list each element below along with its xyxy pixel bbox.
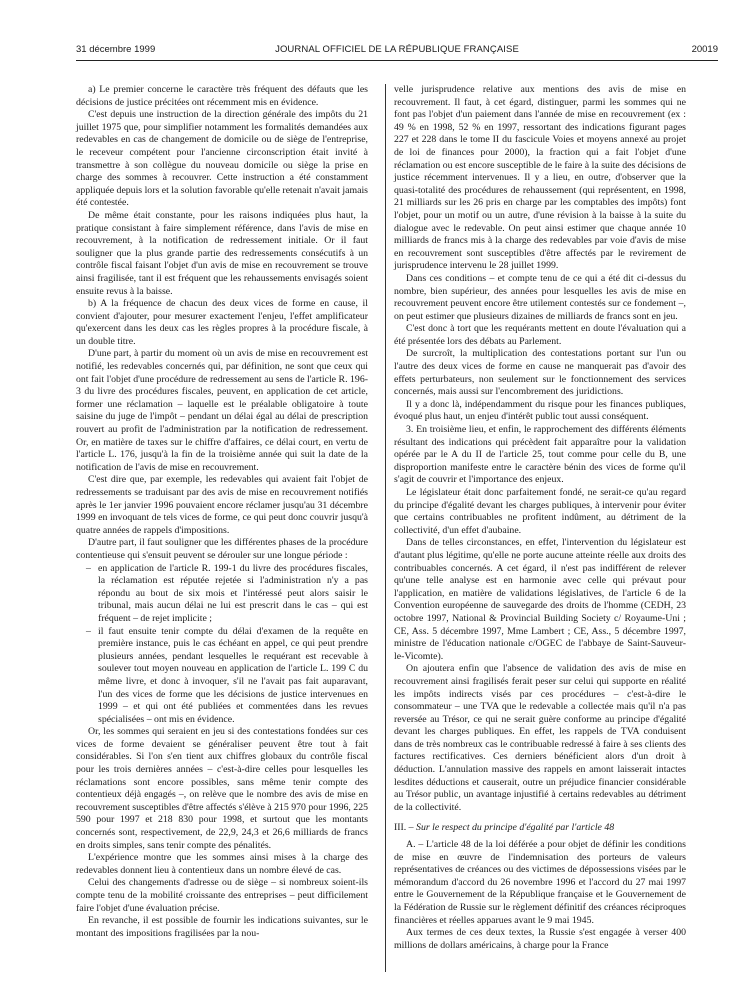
header-date: 31 décembre 1999: [76, 44, 156, 55]
paragraph: L'expérience montre que les sommes ainsi mises à la charge des redevables donnent lieu à contentieux dans un nombre élevé de cas.: [76, 852, 368, 876]
paragraph: En revanche, il est possible de fournir les indications suivantes, sur le montant des impositions fragilisées par la nou-: [76, 915, 368, 939]
left-column: [76, 84, 368, 940]
page-number: 20019: [691, 44, 718, 55]
paragraph: C'est donc à tort que les requérants mettent en doute l'évaluation qui a été présentée lors des débats au Parlement.: [394, 323, 686, 347]
paragraph: A. – L'article 48 de la loi déférée a pour objet de définir les conditions de mise en œuvre de l'indemnisation des porteurs de valeurs représentatives de créances ou des victimes de dépossessions visées par le mémorandum d'accord du 26 novembre 1996 et l'accord du 27 mai 1997 entre le Gouvernement de la République française et le Gouvernement de la Fédération de Russie sur le règlement définitif des créances réciproques financières et réelles apparues avant le 9 mai 1945.: [394, 839, 686, 926]
paragraph: De même était constante, pour les raisons indiquées plus haut, la pratique consistant à faire simplement référence, dans l'avis de mise en recouvrement, à la notification de redressement initiale. Or il faut souligner que la plus grande partie des redressements consécutifs à un contrôle fiscal faisant l'objet d'un avis de mise en recouvrement se trouve ainsi fragilisée, tant il est fréquent que les rehaussements envisagés soient ensuite revus à la baisse.: [76, 209, 368, 297]
paragraph: Celui des changements d'adresse ou de siège – si nombreux soient-ils compte tenu de la mobilité croissante des entreprises – peut difficilement faire l'objet d'une évaluation précise.: [76, 877, 368, 914]
list-item: – en application de l'article R. 199-1 du livre des procédures fiscales, la réclamation est réputée rejetée si l'administration n'y a pas répondu au bout de six mois et l'intéressé peut alors saisir le tribunal, mais aucun délai ne lui est prescrit dans le cas – qui est fréquent – de rejet implicite ;: [76, 563, 368, 626]
paragraph: b) A la fréquence de chacun des deux vices de forme en cause, il convient d'ajouter, pour mesurer exactement l'enjeu, l'effet amplificateur qu'exercent dans les deux cas les règles propres à la procédure fiscale, à un double titre.: [76, 298, 368, 347]
section-heading: [394, 822, 686, 835]
paragraph: Aux termes de ces deux textes, la Russie s'est engagée à verser 400 millions de dollars américains, à charge pour la France: [394, 927, 686, 951]
paragraph: On ajoutera enfin que l'absence de validation des avis de mise en recouvrement ainsi fragilisés ferait peser sur celui qui supporte en réalité les impôts indirects visés par ces procédures – c'est-à-dire le consommateur – une TVA que le redevable a collectée mais qu'il n'a pas reversée au Trésor, ce qui ne serait guère conforme au principe d'égalité devant les charges publiques. En effet, les rappels de TVA conduisent dans de très nombreux cas le contribuable redressé à faire à ses clients des factures rectificatives. Ces derniers bénéficient alors d'un droit à déduction. L'annulation massive des rappels en amont laisserait intactes lesdites déductions et causerait, outre un préjudice financier considérable au Trésor public, un avantage injustifié à certains redevables au détriment de la collectivité.: [394, 663, 686, 813]
paragraph: velle jurisprudence relative aux mentions des avis de mise en recouvrement. Il faut, à cet égard, distinguer, parmi les sommes qui ne font pas l'objet d'un paiement dans l'année de mise en recouvrement (ex : 49 % en 1998, 52 % en 1997, ressortant des indications figurant pages 227 et 228 dans le tome II du fascicule Voies et moyens annexé au projet de loi de finances pour 2000), la fraction qui a fait l'objet d'une réclamation ou est encore susceptible de le faire à la suite des décisions de justice récemment intervenues. Il y a lieu, en outre, d'observer que la quasi-totalité des procédures de rehaussement (qui représentent, en 1998, 21 milliards sur les 26 pris en charge par les comptables des impôts) font l'objet, pour un motif ou un autre, d'une révision à la baisse à la suite du dialogue avec le redevable. On peut ainsi estimer que chaque année 10 milliards de francs mis à la charge des redevables par voie d'avis de mise en recouvrement sont susceptibles d'être affectés par le revirement de jurisprudence intervenu le 28 juillet 1999.: [394, 84, 686, 272]
paragraph: a) Le premier concerne le caractère très fréquent des défauts que les décisions de justice précitées ont récemment mis en évidence.: [76, 84, 368, 108]
paragraph: C'est depuis une instruction de la direction générale des impôts du 21 juillet 1975 que, pour simplifier notamment les formalités demandées aux redevables en cas de changement de domicile ou de siège de l'entreprise, le receveur compétent pour l'ancienne circonscription était invité à transmettre à son collègue du nouveau domicile ou siège la prise en charge des sommes à recouvrer. Cette instruction a été constamment appliquée depuis lors et la solution favorable qu'elle retenait n'avait jamais été contestée.: [76, 109, 368, 209]
column-divider: [385, 84, 386, 972]
paragraph: Dans de telles circonstances, en effet, l'intervention du législateur est d'autant plus légitime, qu'elle ne porte aucune atteinte réelle aux droits des contribuables concernés. A cet égard, il n'est pas indifférent de relever qu'une telle analyse est en harmonie avec celle qui prévaut pour l'application, en matière de validations législatives, de l'article 6 de la Convention européenne de sauvegarde des droits de l'homme (CEDH, 23 octobre 1997, National & Provincial Building Society c/ Royaume-Uni ; CE, Ass. 5 décembre 1997, Mme Lambert ; CE, Ass., 5 décembre 1997, ministre de l'éducation nationale c/OGEC de l'abbaye de Saint-Sauveur-le-Vicomte).: [394, 537, 686, 662]
list-item: – il faut ensuite tenir compte du délai d'examen de la requête en première instance, puis le cas échéant en appel, ce qui peut prendre plusieurs années, pendant lesquelles le requérant est recevable à soulever tout moyen nouveau en application de l'article L. 199 C du même livre, et donc à invoquer, s'il ne l'avait pas fait auparavant, l'un des vices de forme que les décisions de justice intervenues en 1999 – et qui ont été publiées et commentées dans les revues spécialisées – ont mis en évidence.: [76, 626, 368, 727]
procedure-list: [76, 563, 368, 727]
journal-title: JOURNAL OFFICIEL DE LA RÉPUBLIQUE FRANÇAISE: [275, 44, 519, 55]
paragraph: Or, les sommes qui seraient en jeu si des contestations fondées sur ces vices de forme devaient se généraliser peuvent être tout à fait considérables. Si l'on s'en tient aux chiffres globaux du contrôle fiscal pour les trois dernières années – c'est-à-dire celles pour lesquelles les réclamations sont encore possibles, sans même tenir compte des contentieux déjà engagés –, on relève que le nombre des avis de mise en recouvrement susceptibles d'être affectés s'élève à 215 970 pour 1996, 225 590 pour 1997 et 218 830 pour 1998, et surtout que les montants concernés sont, respectivement, de 22,9, 24,3 et 26,6 milliards de francs en droits simples, sans tenir compte des pénalités.: [76, 726, 368, 851]
paragraph: Le législateur était donc parfaitement fondé, ne serait-ce qu'au regard du principe d'égalité devant les charges publiques, à intervenir pour éviter que certains contribuables ne profitent indûment, au détriment de la collectivité, d'un effet d'aubaine.: [394, 487, 686, 536]
paragraph: D'autre part, il faut souligner que les différentes phases de la procédure contentieuse qui s'ensuit peuvent se dérouler sur une longue période :: [76, 537, 368, 561]
paragraph: Dans ces conditions – et compte tenu de ce qui a été dit ci-dessus du nombre, bien supérieur, des années pour lesquelles les avis de mise en recouvrement peuvent encore être utilement contestés sur ce fondement –, on peut estimer que plusieurs dizaines de milliards de francs sont en jeu.: [394, 272, 686, 322]
section-number: III. –: [394, 822, 414, 834]
section-title: Sur le respect du principe d'égalité par l'article 48: [416, 822, 615, 834]
paragraph: D'une part, à partir du moment où un avis de mise en recouvrement est notifié, les redevables concernés qui, par définition, ne sont que ceux qui ont fait l'objet d'une procédure de redressement au sens de l'article R. 196-3 du livre des procédures fiscales, peuvent, en application de cet article, former une réclamation – laquelle est le préalable obligatoire à toute saisine du juge de l'impôt – pendant un délai égal au délai de prescription rouvert au profit de l'administration par la notification de redressement. Or, en matière de taxes sur le chiffre d'affaires, ce délai court, en vertu de l'article L. 176, jusqu'à la fin de la troisième année qui suit la date de la notification de l'avis de mise en recouvrement.: [76, 348, 368, 473]
page-header: [76, 44, 718, 60]
paragraph: Il y a donc là, indépendamment du risque pour les finances publiques, évoqué plus haut, un enjeu d'intérêt public tout aussi conséquent.: [394, 398, 686, 423]
header-rule: [76, 60, 718, 61]
right-column: [394, 84, 686, 952]
paragraph: C'est dire que, par exemple, les redevables qui avaient fait l'objet de redressements se traduisant par des avis de mise en recouvrement notifiés après le 1er janvier 1996 pouvaient encore réclamer jusqu'au 31 décembre 1999 en invoquant de tels vices de forme, ce qui peut donc couvrir jusqu'à quatre années de rappels d'impositions.: [76, 474, 368, 536]
paragraph: De surcroît, la multiplication des contestations portant sur l'un ou l'autre des deux vices de forme en cause ne manquerait pas d'avoir des effets perturbateurs, non seulement sur le fonctionnement des services concernés, mais aussi sur l'encombrement des juridictions.: [394, 348, 686, 398]
paragraph: 3. En troisième lieu, et enfin, le rapprochement des différents éléments résultant des indications qui précèdent fait apparaître pour la validation opérée par le A du II de l'article 25, tout comme pour celle du B, une disproportion manifeste entre le caractère bénin des vices de forme qu'il s'agit de couvrir et l'importance des enjeux.: [394, 424, 686, 486]
